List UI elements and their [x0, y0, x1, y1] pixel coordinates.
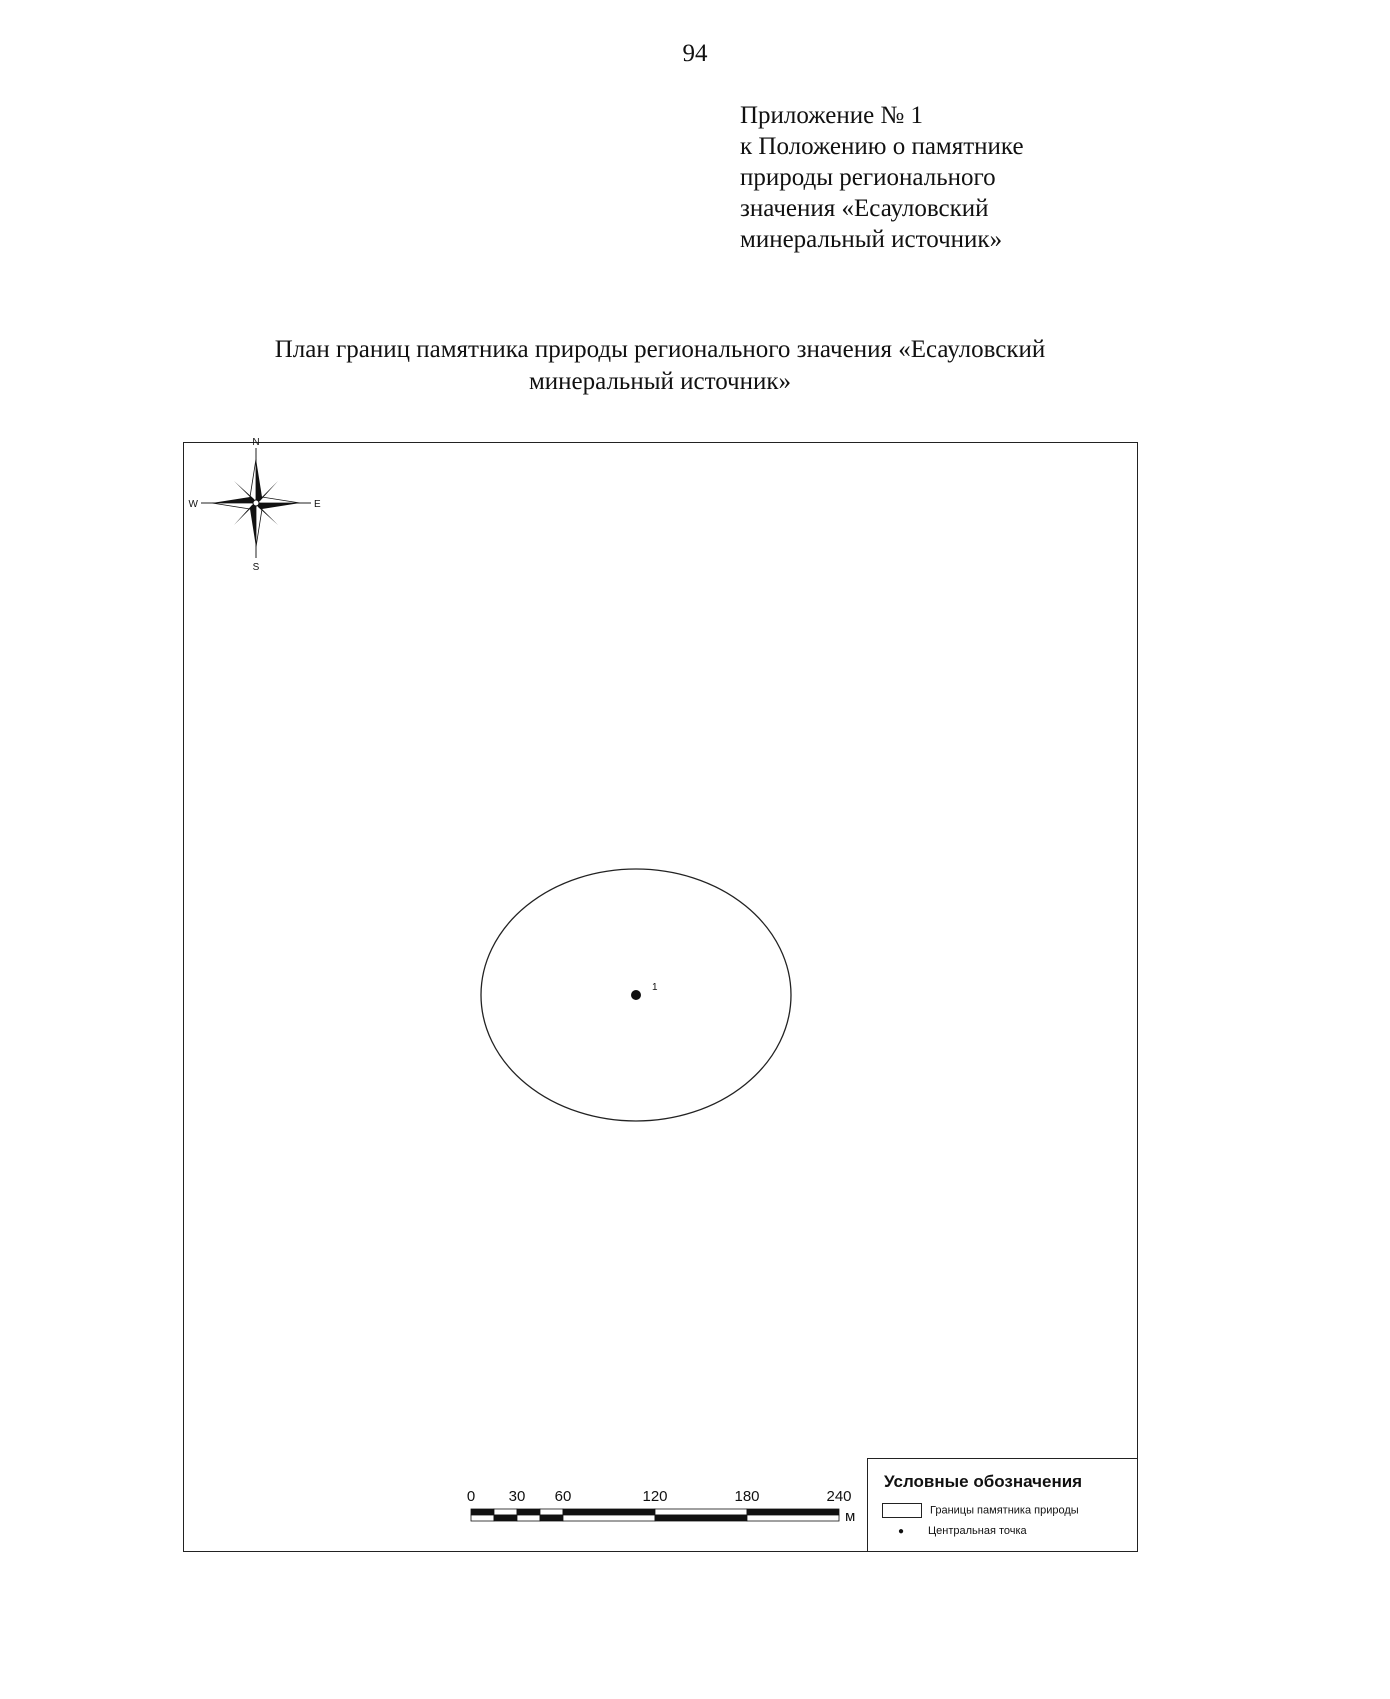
compass-east-label: E — [314, 499, 321, 510]
legend-item-label: Границы памятника природы — [930, 1504, 1079, 1517]
scale-bar-unit: м — [845, 1508, 856, 1525]
appendix-note — [740, 100, 1024, 255]
scale-bar-segment — [517, 1509, 540, 1515]
dot-swatch-icon: ● — [897, 1525, 905, 1537]
scale-bar-segment — [563, 1509, 655, 1515]
scale-bar-segment — [540, 1515, 563, 1521]
scale-bar-segment — [471, 1509, 494, 1515]
scale-bar-segment — [540, 1509, 563, 1515]
scale-bar-segment — [517, 1515, 540, 1521]
boundary-swatch-icon — [882, 1503, 922, 1518]
legend-item-central-point — [882, 1525, 1027, 1537]
scale-bar-segment — [471, 1515, 494, 1521]
plan-title-line-2: минеральный источник» — [528, 368, 792, 395]
compass-rose-icon — [189, 437, 321, 573]
compass-north-label: N — [252, 437, 260, 448]
appendix-line: Приложение № 1 — [740, 102, 924, 129]
scale-bar-tick-label: 0 — [466, 1488, 476, 1505]
scale-bar-tick-label: 180 — [734, 1488, 760, 1505]
map-frame — [183, 437, 1138, 1552]
scale-bar-tick-label: 240 — [826, 1488, 852, 1505]
page-number: 94 — [682, 40, 708, 67]
appendix-line: природы регионального — [740, 164, 996, 191]
legend-item-label: Центральная точка — [928, 1525, 1027, 1537]
scale-bar — [467, 1488, 855, 1525]
legend — [867, 1458, 1138, 1552]
scale-bar-segment — [494, 1509, 517, 1515]
scale-bar-segment — [655, 1515, 747, 1521]
scale-bar-segment — [747, 1509, 839, 1515]
plan-title-line-1: План границ памятника природы регионального значения «Есауловский — [274, 336, 1046, 363]
appendix-line: значения «Есауловский — [740, 195, 989, 222]
central-point — [631, 990, 641, 1000]
central-point-label: 1 — [652, 982, 658, 993]
scale-bar-segment — [563, 1515, 655, 1521]
compass-south-label: S — [252, 562, 260, 573]
appendix-line: к Положению о памятнике — [740, 133, 1024, 160]
compass-west-label: W — [188, 499, 198, 510]
plan-title — [180, 334, 1140, 398]
scale-bar-tick-label: 120 — [642, 1488, 668, 1505]
scale-bar-segment — [747, 1515, 839, 1521]
scale-bar-segment — [494, 1515, 517, 1521]
scale-bar-segment — [655, 1509, 747, 1515]
scale-bar-tick-label: 60 — [554, 1488, 572, 1505]
legend-title: Условные обозначения — [884, 1472, 1083, 1491]
map-canvas — [184, 437, 1139, 1553]
scale-bar-tick-label: 30 — [508, 1488, 526, 1505]
legend-item-boundary — [882, 1503, 1079, 1518]
appendix-line: минеральный источник» — [740, 226, 1003, 253]
